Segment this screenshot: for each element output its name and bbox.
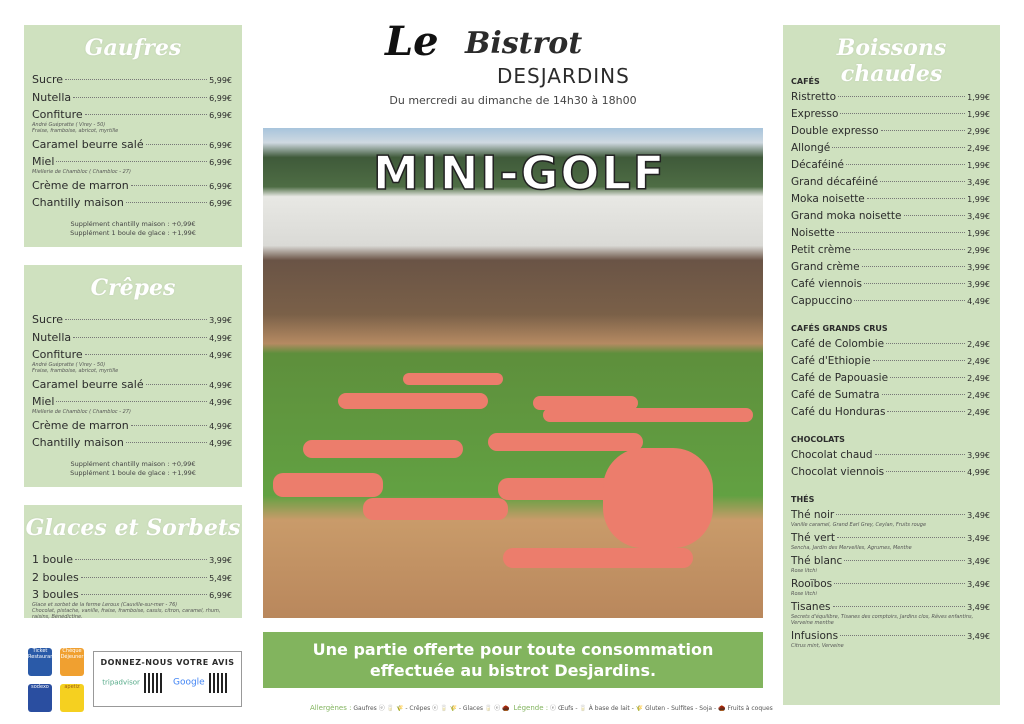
menu-item bbox=[32, 136, 232, 154]
menu-item bbox=[791, 225, 990, 242]
dot-leader bbox=[881, 130, 965, 131]
item-price: 6,99€ bbox=[209, 140, 232, 150]
section-heading: CHOCOLATS bbox=[791, 435, 845, 444]
dot-leader bbox=[837, 232, 965, 233]
logo-bistrot: Bistrot bbox=[465, 26, 583, 61]
item-description: André Guépratte ( Virey - 50) bbox=[32, 361, 106, 368]
menu-item bbox=[791, 293, 990, 310]
dot-leader bbox=[81, 594, 207, 595]
golf-lane bbox=[273, 473, 383, 497]
item-price: 3,99€ bbox=[967, 280, 990, 289]
item-price: 2,49€ bbox=[967, 357, 990, 366]
item-name: Chantilly maison bbox=[32, 196, 124, 209]
item-name: 2 boules bbox=[32, 570, 79, 584]
item-price: 3,49€ bbox=[967, 534, 990, 543]
note: Supplément 1 boule de glace : +1,99€ bbox=[70, 468, 196, 477]
gaufres-title: Gaufres bbox=[84, 35, 182, 61]
menu-item bbox=[791, 464, 990, 481]
menu-item bbox=[791, 353, 990, 370]
ticket-restaurant-logo: Ticket Restaurant bbox=[28, 648, 52, 676]
item-name: Café viennois bbox=[791, 278, 862, 290]
item-name: Sucre bbox=[32, 73, 64, 86]
gaufres-panel bbox=[24, 25, 242, 247]
dot-leader bbox=[890, 377, 965, 378]
item-price: 6,99€ bbox=[209, 111, 232, 120]
section-heading: CAFÉS GRANDS CRUS bbox=[791, 324, 888, 333]
item-name: Rooïbos bbox=[791, 578, 833, 590]
item-price: 1,99€ bbox=[967, 110, 990, 119]
menu-item bbox=[791, 336, 990, 353]
menu-item bbox=[791, 174, 990, 191]
note: Supplément chantilly maison : +0,99€ bbox=[70, 219, 196, 228]
item-name: Crème de marron bbox=[32, 178, 129, 192]
item-price: 3,49€ bbox=[967, 178, 990, 187]
item-price: 2,49€ bbox=[967, 391, 990, 400]
dot-leader bbox=[65, 319, 207, 320]
cheque-dejeuner-logo: Chèque Déjeuner bbox=[60, 648, 84, 676]
menu-item bbox=[791, 447, 990, 464]
item-price: 3,99€ bbox=[967, 451, 990, 460]
section-heading: THÉS bbox=[791, 495, 815, 504]
item-name: Grand crème bbox=[791, 261, 860, 273]
review-box bbox=[93, 651, 242, 707]
crepes-panel bbox=[24, 265, 242, 487]
item-name: Crème de marron bbox=[32, 418, 129, 432]
menu-item bbox=[32, 177, 232, 195]
menu-item bbox=[791, 157, 990, 174]
item-description: Miellerie de Chambloc ( Chambloc - 27) bbox=[32, 168, 131, 175]
item-price: 4,99€ bbox=[209, 333, 232, 343]
item-name: Thé blanc bbox=[791, 555, 843, 567]
crepes-notes bbox=[24, 460, 242, 478]
logo-desjardins: DESJARDINS bbox=[497, 64, 630, 88]
dot-leader bbox=[844, 560, 965, 561]
logo-le: Le bbox=[385, 18, 439, 65]
item-description: Rose litchi bbox=[791, 591, 817, 597]
golf-lane bbox=[603, 448, 713, 548]
dot-leader bbox=[56, 161, 207, 162]
item-name: Expresso bbox=[791, 108, 839, 120]
dot-leader bbox=[85, 114, 207, 115]
item-name: Chocolat chaud bbox=[791, 449, 873, 461]
menu-item bbox=[791, 259, 990, 276]
dot-leader bbox=[126, 202, 207, 203]
item-name: Infusions bbox=[791, 630, 839, 642]
review-title: DONNEZ-NOUS VOTRE AVIS bbox=[100, 658, 235, 667]
item-name: Thé noir bbox=[791, 509, 835, 521]
item-price: 3,99€ bbox=[209, 556, 232, 565]
dot-leader bbox=[873, 360, 965, 361]
dot-leader bbox=[131, 425, 207, 426]
item-price: 1,99€ bbox=[967, 161, 990, 170]
boissons-panel bbox=[783, 25, 1000, 705]
item-name: Confiture bbox=[32, 108, 83, 121]
item-price: 3,49€ bbox=[967, 603, 990, 612]
banner-line: Une partie offerte pour toute consommation bbox=[312, 640, 714, 659]
menu-item bbox=[32, 417, 232, 435]
menu-item bbox=[32, 329, 232, 347]
item-name: Chantilly maison bbox=[32, 436, 124, 449]
golf-lane bbox=[503, 548, 693, 568]
item-price: 2,49€ bbox=[967, 408, 990, 417]
menu-item bbox=[791, 387, 990, 404]
item-price: 6,99€ bbox=[209, 181, 232, 191]
item-name: Tisanes bbox=[791, 601, 831, 613]
dot-leader bbox=[73, 97, 207, 98]
item-name: Moka noisette bbox=[791, 193, 865, 205]
item-price: 2,49€ bbox=[967, 340, 990, 349]
item-price: 4,99€ bbox=[967, 468, 990, 477]
google-qr-code[interactable] bbox=[209, 673, 229, 693]
item-description: Miellerie de Chambloc ( Chambloc - 27) bbox=[32, 408, 131, 415]
dot-leader bbox=[882, 394, 966, 395]
tripadvisor-qr-code[interactable] bbox=[144, 673, 164, 693]
dot-leader bbox=[834, 583, 965, 584]
item-price: 4,99€ bbox=[209, 380, 232, 390]
menu-item bbox=[32, 551, 232, 569]
golf-lane bbox=[303, 440, 463, 458]
glaces-panel bbox=[24, 505, 242, 618]
menu-item bbox=[32, 71, 232, 89]
golf-lane bbox=[338, 393, 488, 409]
menu-item bbox=[791, 404, 990, 421]
menu-item bbox=[32, 376, 232, 394]
item-name: Café d'Ethiopie bbox=[791, 355, 871, 367]
note: Supplément 1 boule de glace : +1,99€ bbox=[70, 228, 196, 237]
dot-leader bbox=[837, 537, 965, 538]
menu-item bbox=[32, 569, 232, 587]
item-name: Nutella bbox=[32, 90, 72, 104]
menu-item bbox=[791, 370, 990, 387]
golf-lane bbox=[543, 408, 753, 422]
item-description: Fraise, framboise, abricot, myrtille bbox=[32, 367, 119, 374]
item-name: Caramel beurre salé bbox=[32, 377, 144, 391]
section-heading: CAFÉS bbox=[791, 77, 820, 86]
item-price: 2,99€ bbox=[967, 246, 990, 255]
glaces-title: Glaces et Sorbets bbox=[25, 515, 241, 541]
item-price: 4,49€ bbox=[967, 297, 990, 306]
item-name: Thé vert bbox=[791, 532, 835, 544]
menu-item bbox=[32, 311, 232, 329]
golf-lane bbox=[363, 498, 508, 520]
item-price: 2,49€ bbox=[967, 144, 990, 153]
item-price: 6,99€ bbox=[209, 158, 232, 167]
menu-item bbox=[791, 106, 990, 123]
boissons-title: Boissons chaudes bbox=[836, 35, 947, 87]
item-price: 6,99€ bbox=[209, 199, 232, 208]
gaufres-notes bbox=[24, 220, 242, 238]
item-name: Grand moka noisette bbox=[791, 210, 902, 222]
dot-leader bbox=[880, 181, 965, 182]
item-name: 1 boule bbox=[32, 553, 74, 566]
item-price: 3,99€ bbox=[967, 263, 990, 272]
opening-hours: Du mercredi au dimanche de 14h30 à 18h00 bbox=[389, 94, 637, 107]
dot-leader bbox=[75, 559, 207, 560]
sodexo-logo: sodexo bbox=[28, 684, 52, 712]
item-name: Allongé bbox=[791, 142, 831, 154]
dot-leader bbox=[65, 79, 207, 80]
allergen-footer bbox=[310, 703, 773, 712]
golf-lane bbox=[488, 433, 643, 451]
item-price: 6,99€ bbox=[209, 591, 232, 600]
item-description: Citrus mint, Verveine bbox=[791, 643, 844, 649]
item-name: Ristretto bbox=[791, 91, 837, 103]
item-description: André Guépratte ( Virey - 50) bbox=[32, 121, 106, 128]
item-name: Grand décaféiné bbox=[791, 176, 879, 188]
menu-item bbox=[791, 208, 990, 225]
dot-leader bbox=[836, 514, 965, 515]
item-name: Cappuccino bbox=[791, 295, 853, 307]
item-description: Vanille caramel, Grand Earl Grey, Ceylan, Fruits rouge bbox=[791, 522, 927, 528]
dot-leader bbox=[864, 283, 965, 284]
dot-leader bbox=[126, 442, 207, 443]
legende-text: ⓔ Œufs - 🥛 À base de lait - 🌾 Gluten - Sulfites - Soja - 🌰 Fruits à coques bbox=[550, 705, 773, 712]
dot-leader bbox=[56, 401, 207, 402]
dot-leader bbox=[867, 198, 965, 199]
item-description: Fraise, framboise, abricot, myrtille bbox=[32, 127, 119, 134]
item-price: 4,99€ bbox=[209, 421, 232, 431]
allergenes-text: Gaufres ⓔ 🥛 🌾 - Crêpes ⓔ 🥛 🌾 - Glaces 🥛 ⓔ 🌰 bbox=[353, 705, 510, 712]
dot-leader bbox=[73, 337, 207, 338]
menu-item bbox=[791, 191, 990, 208]
legende-label: Légende : bbox=[513, 704, 549, 712]
item-name: Sucre bbox=[32, 313, 64, 326]
dot-leader bbox=[840, 113, 965, 114]
item-price: 4,99€ bbox=[209, 439, 232, 448]
dot-leader bbox=[904, 215, 966, 216]
allergenes-label: Allergènes : bbox=[310, 704, 352, 712]
note: Supplément chantilly maison : +0,99€ bbox=[70, 459, 196, 468]
item-description: Sencha, Jardin des Merveilles, Agrumes, Menthe bbox=[791, 545, 912, 551]
item-price: 5,99€ bbox=[209, 76, 232, 85]
item-name: Caramel beurre salé bbox=[32, 137, 144, 151]
tripadvisor-logo: tripadvisor bbox=[102, 678, 140, 687]
menu-item bbox=[791, 89, 990, 106]
apetiz-logo: apetiz bbox=[60, 684, 84, 712]
menu-item bbox=[791, 242, 990, 259]
item-price: 4,99€ bbox=[209, 351, 232, 360]
google-logo: Google bbox=[172, 677, 205, 688]
mini-golf-photo bbox=[263, 128, 763, 618]
dot-leader bbox=[840, 635, 965, 636]
dot-leader bbox=[887, 411, 965, 412]
dot-leader bbox=[853, 249, 965, 250]
item-name: Noisette bbox=[791, 227, 835, 239]
dot-leader bbox=[81, 577, 207, 578]
item-name: Petit crème bbox=[791, 244, 851, 256]
menu-item bbox=[791, 123, 990, 140]
menu-item bbox=[32, 434, 232, 452]
dot-leader bbox=[131, 185, 207, 186]
item-name: Café de Sumatra bbox=[791, 389, 880, 401]
dot-leader bbox=[833, 606, 966, 607]
item-description: Secrets d'équilibre, Tisanes des comptoirs, Jardins clos, Rêves enfantins, Verveine menthe bbox=[791, 614, 974, 626]
menu-item bbox=[32, 194, 232, 212]
item-price: 1,99€ bbox=[967, 93, 990, 102]
item-price: 3,49€ bbox=[967, 557, 990, 566]
item-price: 5,49€ bbox=[209, 573, 232, 583]
dot-leader bbox=[854, 300, 965, 301]
item-price: 4,99€ bbox=[209, 398, 232, 407]
item-name: Nutella bbox=[32, 330, 72, 344]
dot-leader bbox=[85, 354, 207, 355]
mini-golf-title: MINI-GOLF bbox=[373, 146, 667, 200]
item-name: Miel bbox=[32, 395, 55, 408]
bistrot-logo bbox=[385, 18, 645, 93]
item-name: Confiture bbox=[32, 348, 83, 361]
item-description: Chocolat, pistache, vanille, fraise, framboise, cassis, citron, caramel, rhum, raisins, Bénédictine. bbox=[32, 607, 221, 620]
golf-lane bbox=[403, 373, 503, 385]
dot-leader bbox=[886, 471, 965, 472]
dot-leader bbox=[886, 343, 965, 344]
dot-leader bbox=[146, 384, 207, 385]
item-price: 3,99€ bbox=[209, 316, 232, 325]
menu-item bbox=[791, 140, 990, 157]
dot-leader bbox=[838, 96, 965, 97]
dot-leader bbox=[862, 266, 966, 267]
promo-banner bbox=[263, 632, 763, 688]
dot-leader bbox=[875, 454, 965, 455]
menu-item bbox=[32, 89, 232, 107]
item-price: 6,99€ bbox=[209, 93, 232, 103]
item-price: 3,49€ bbox=[967, 511, 990, 520]
item-name: Café de Colombie bbox=[791, 338, 885, 350]
item-price: 3,49€ bbox=[967, 632, 990, 641]
item-name: Chocolat viennois bbox=[791, 466, 885, 478]
dot-leader bbox=[832, 147, 965, 148]
item-name: Décaféiné bbox=[791, 159, 844, 171]
item-name: Miel bbox=[32, 155, 55, 168]
item-name: 3 boules bbox=[32, 588, 79, 601]
item-price: 1,99€ bbox=[967, 195, 990, 204]
item-name: Café de Papouasie bbox=[791, 372, 889, 384]
item-price: 3,49€ bbox=[967, 580, 990, 589]
item-price: 1,99€ bbox=[967, 229, 990, 238]
dot-leader bbox=[846, 164, 965, 165]
menu-item bbox=[791, 276, 990, 293]
dot-leader bbox=[146, 144, 207, 145]
item-name: Double expresso bbox=[791, 125, 879, 137]
item-price: 2,49€ bbox=[967, 374, 990, 383]
item-description: Glace et sorbet de la ferme Leroux (Cauville-sur-mer - 76) bbox=[32, 601, 178, 608]
item-price: 2,99€ bbox=[967, 127, 990, 136]
item-name: Café du Honduras bbox=[791, 406, 886, 418]
crepes-title: Crêpes bbox=[90, 275, 176, 301]
banner-line: effectuée au bistrot Desjardins. bbox=[369, 661, 657, 680]
item-description: Rose litchi bbox=[791, 568, 817, 574]
item-price: 3,49€ bbox=[967, 212, 990, 221]
